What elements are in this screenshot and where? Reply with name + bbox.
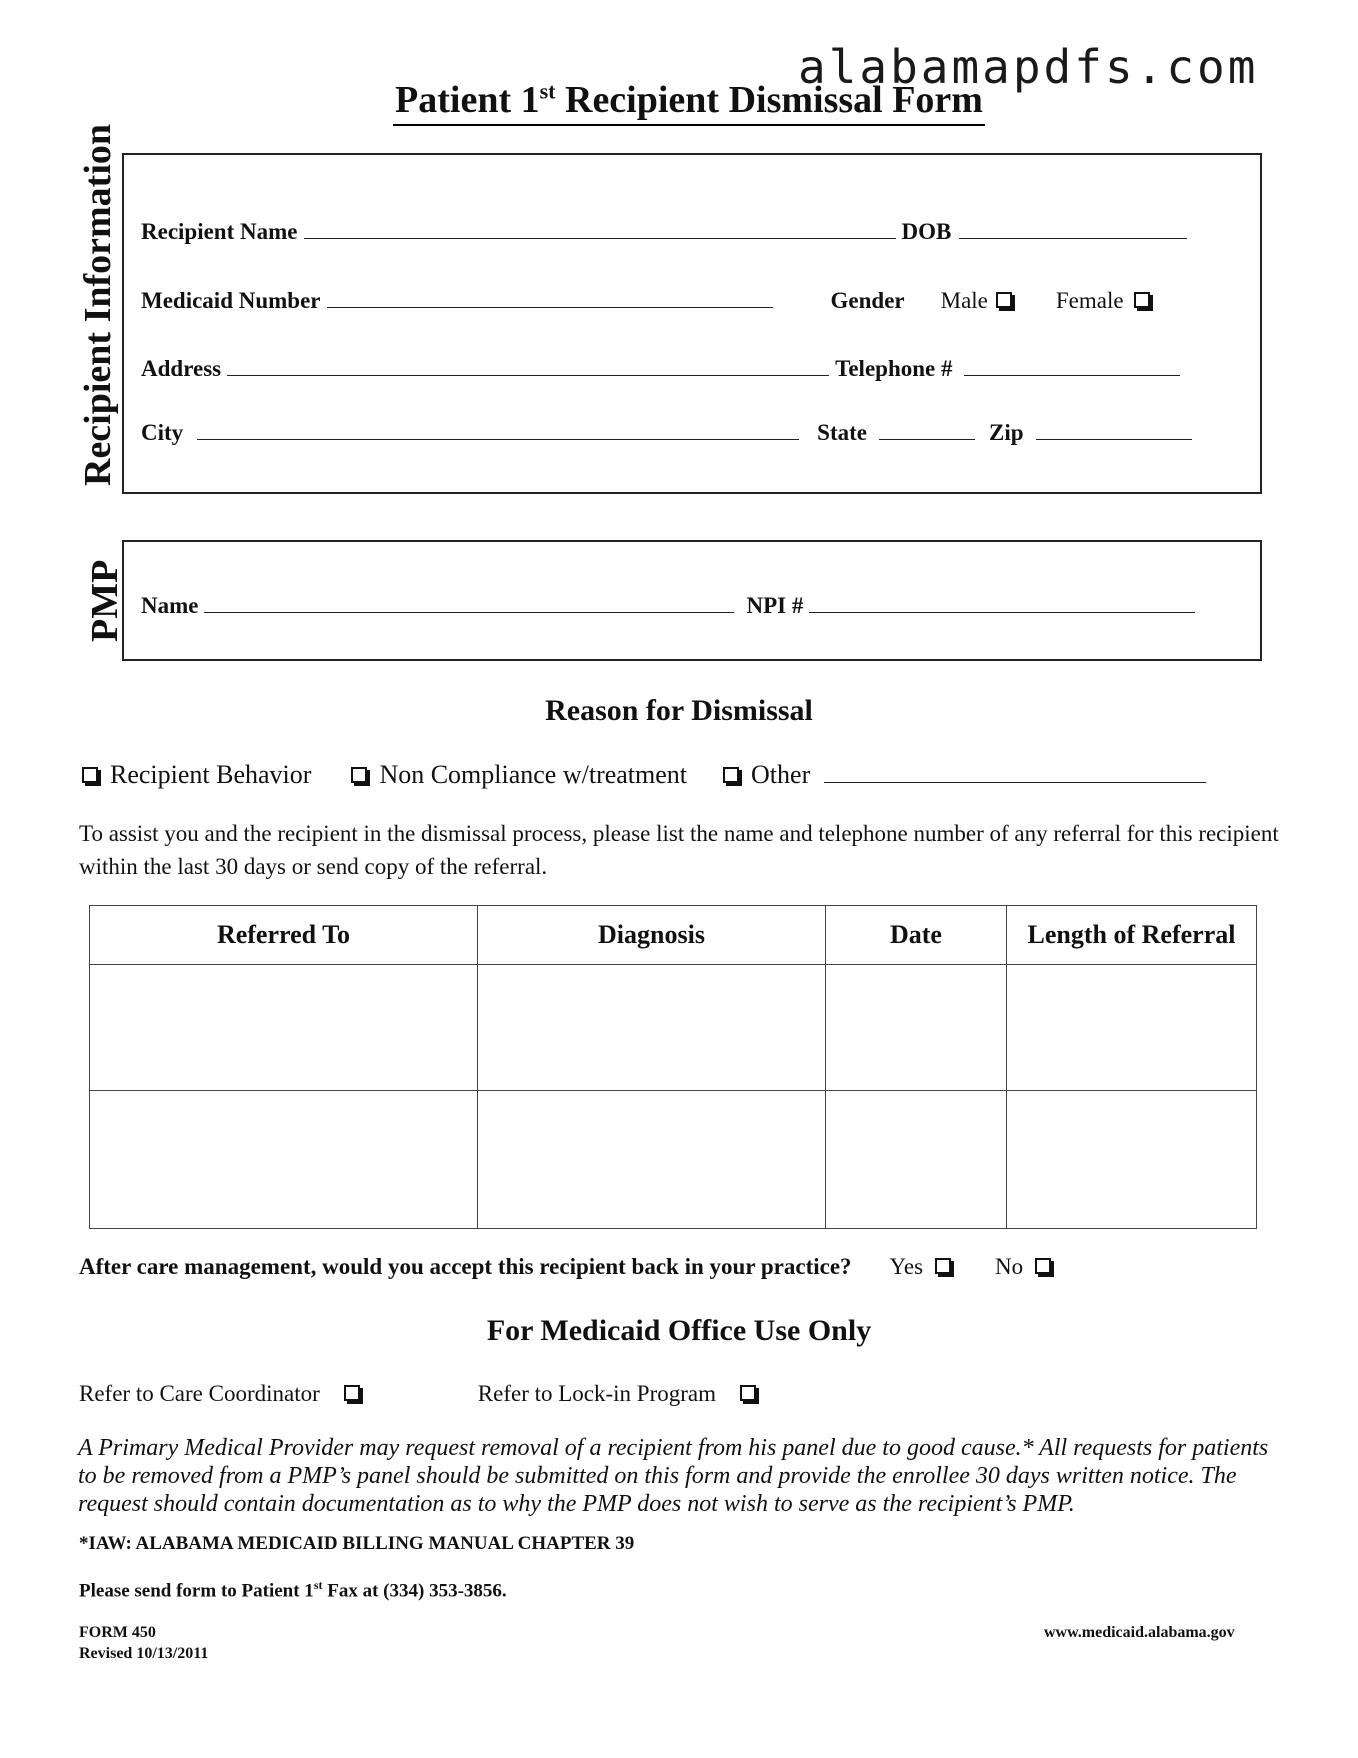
table-row xyxy=(90,965,1257,1091)
length-of-referral-header: Length of Referral xyxy=(1007,906,1257,965)
state-label: State xyxy=(817,420,867,445)
lock-in-checkbox[interactable] xyxy=(740,1385,756,1401)
revised-date: Revised 10/13/2011 xyxy=(79,1645,209,1662)
diagnosis-header: Diagnosis xyxy=(478,906,826,965)
reason-options xyxy=(82,760,1212,790)
other-checkbox[interactable] xyxy=(723,767,739,783)
table-row xyxy=(90,1091,1257,1229)
page-title: Patient 1st Recipient Dismissal Form xyxy=(0,78,1358,126)
medicaid-number-field[interactable] xyxy=(327,287,773,308)
lock-in-label: Refer to Lock-in Program xyxy=(477,1381,717,1406)
referred-to-header: Referred To xyxy=(90,906,478,965)
city-row xyxy=(141,419,1198,446)
fax-instructions: Please send form to Patient 1st Fax at (334) 353-3856. xyxy=(79,1578,507,1602)
recipient-behavior-checkbox[interactable] xyxy=(82,767,98,783)
date-header: Date xyxy=(826,906,1007,965)
non-compliance-checkbox[interactable] xyxy=(351,767,367,783)
care-coordinator-label: Refer to Care Coordinator xyxy=(79,1381,320,1406)
pmp-row xyxy=(141,592,1201,619)
city-label: City xyxy=(141,420,184,445)
date-cell[interactable] xyxy=(826,965,1007,1091)
yes-checkbox[interactable] xyxy=(935,1258,951,1274)
recipient-behavior-label: Recipient Behavior xyxy=(110,760,312,789)
accept-back-question: After care management, would you accept this recipient back in your practice? xyxy=(79,1254,852,1279)
care-coordinator-checkbox[interactable] xyxy=(344,1385,360,1401)
office-use-row xyxy=(79,1381,756,1407)
female-checkbox[interactable] xyxy=(1134,292,1150,308)
referral-table xyxy=(89,905,1257,1229)
pmp-name-label: Name xyxy=(141,593,199,618)
referred-to-cell[interactable] xyxy=(90,1091,478,1229)
length-of-referral-cell[interactable] xyxy=(1007,1091,1257,1229)
address-label: Address xyxy=(141,356,222,381)
diagnosis-cell[interactable] xyxy=(478,965,826,1091)
recipient-name-row xyxy=(141,218,1193,245)
referred-to-cell[interactable] xyxy=(90,965,478,1091)
male-label: Male xyxy=(940,288,988,313)
address-row xyxy=(141,355,1186,382)
other-field[interactable] xyxy=(824,762,1206,783)
policy-text: A Primary Medical Provider may request removal of a recipient from his panel due to good cause.* All requests for patients to be removed from a PMP’s panel should be submitted on this form and provide the enrollee 30 days written notice. The request should contain documentation as to why the PMP does not wish to serve as the recipient’s PMP. xyxy=(78,1435,1269,1517)
table-header-row xyxy=(90,906,1257,965)
no-checkbox[interactable] xyxy=(1035,1258,1051,1274)
telephone-label: Telephone # xyxy=(835,356,953,381)
dob-field[interactable] xyxy=(959,218,1187,239)
date-cell[interactable] xyxy=(826,1091,1007,1229)
footnote: *IAW: ALABAMA MEDICAID BILLING MANUAL CHAPTER 39 xyxy=(79,1533,635,1554)
no-label: No xyxy=(995,1254,1024,1279)
telephone-field[interactable] xyxy=(964,355,1180,376)
length-of-referral-cell[interactable] xyxy=(1007,965,1257,1091)
recipient-name-label: Recipient Name xyxy=(141,219,298,244)
medicaid-number-row xyxy=(141,287,1150,314)
city-field[interactable] xyxy=(197,419,799,440)
male-checkbox[interactable] xyxy=(996,292,1012,308)
accept-back-row xyxy=(79,1254,1051,1280)
recipient-name-field[interactable] xyxy=(304,218,896,239)
gender-label: Gender xyxy=(830,288,905,313)
referral-instructions: To assist you and the recipient in the dismissal process, please list the name and telephone number of any referral for this recipient within the last 30 days or send copy of the referral. xyxy=(79,821,1279,879)
pmp-name-field[interactable] xyxy=(204,592,734,613)
yes-label: Yes xyxy=(889,1254,924,1279)
diagnosis-cell[interactable] xyxy=(478,1091,826,1229)
recipient-information-side-label: Recipient Information xyxy=(77,123,119,486)
female-label: Female xyxy=(1055,288,1124,313)
watermark: alabamapdfs.com xyxy=(798,40,1259,94)
state-field[interactable] xyxy=(879,419,975,440)
form-number: FORM 450 xyxy=(79,1624,156,1641)
non-compliance-label: Non Compliance w/treatment xyxy=(379,760,688,789)
medicaid-number-label: Medicaid Number xyxy=(141,288,321,313)
zip-label: Zip xyxy=(989,420,1024,445)
other-label: Other xyxy=(751,760,811,789)
reason-heading: Reason for Dismissal xyxy=(545,694,813,727)
office-use-heading: For Medicaid Office Use Only xyxy=(486,1314,872,1347)
pmp-side-label: PMP xyxy=(84,559,126,642)
website-link[interactable]: www.medicaid.alabama.gov xyxy=(1044,1624,1235,1641)
npi-label: NPI # xyxy=(746,593,804,618)
dob-label: DOB xyxy=(901,219,952,244)
zip-field[interactable] xyxy=(1036,419,1192,440)
address-field[interactable] xyxy=(227,355,829,376)
npi-field[interactable] xyxy=(809,592,1195,613)
